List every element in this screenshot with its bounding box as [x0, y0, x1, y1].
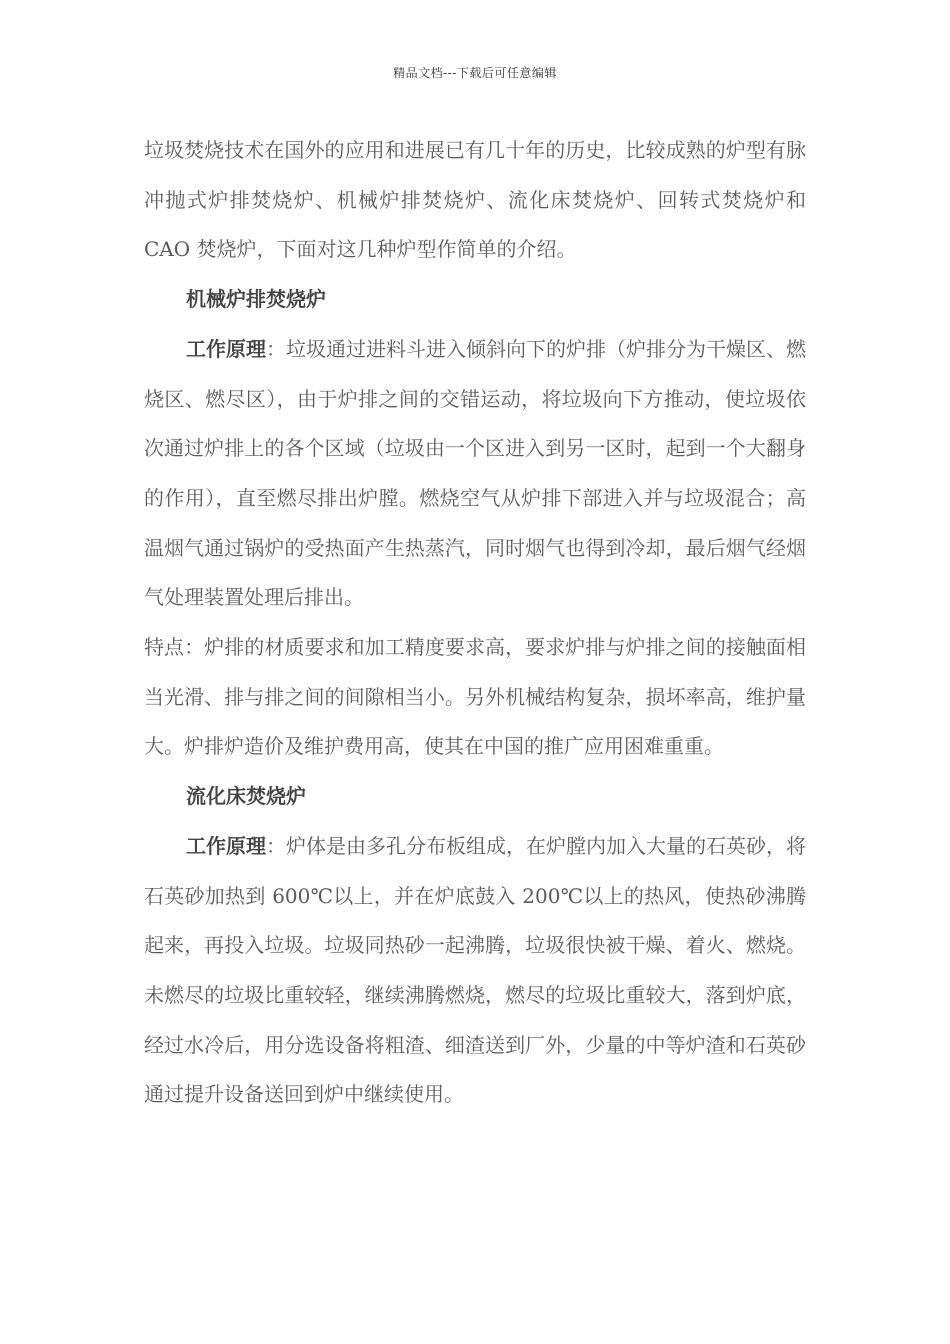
principle-text: ：垃圾通过进料斗进入倾斜向下的炉排（炉排分为干燥区、燃烧区、燃尽区），由于炉排之间的交错运动，将垃圾向下方推动，使垃圾依次通过炉排上的各个区域（垃圾由一个区进入到另一区时，起到一个大翻身的作用），直至燃尽排出炉膛。燃烧空气从炉排下部进入并与垃圾混合；高温烟气通过锅炉的受热面产生热蒸汽，同时烟气也得到冷却，最后烟气经烟气处理装置处理后排出。 — [144, 336, 806, 610]
principle-label: 工作原理 — [186, 336, 266, 361]
principle-paragraph-fluidized-bed — [144, 822, 806, 1120]
principle-label: 工作原理 — [186, 833, 266, 858]
intro-paragraph: 垃圾焚烧技术在国外的应用和进展已有几十年的历史，比较成熟的炉型有脉冲抛式炉排焚烧炉、机械炉排焚烧炉、流化床焚烧炉、回转式焚烧炉和 CAO 焚烧炉，下面对这几种炉型作简单的介绍。 — [144, 138, 806, 262]
page-header: 精品文档---下载后可任意编辑 — [393, 66, 557, 80]
section-title-fluidized-bed: 流化床焚烧炉 — [186, 784, 306, 809]
principle-text: ：炉体是由多孔分布板组成，在炉膛内加入大量的石英砂，将石英砂加热到 600℃以上，并在炉底鼓入 200℃以上的热风，使热砂沸腾起来，再投入垃圾。垃圾同热砂一起沸腾，垃圾很快被干燥、着火、燃烧。未燃尽的垃圾比重较轻，继续沸腾燃烧，燃尽的垃圾比重较大，落到炉底，经过水冷后，用分选设备将粗渣、细渣送到厂外，少量的中等炉渣和石英砂通过提升设备送回到炉中继续使用。 — [144, 833, 806, 1107]
principle-paragraph-mechanical-grate — [144, 325, 806, 623]
section-title-mechanical-grate: 机械炉排焚烧炉 — [186, 287, 326, 312]
feature-paragraph-mechanical-grate: 特点：炉排的材质要求和加工精度要求高，要求炉排与炉排之间的接触面相当光滑、排与排之间的间隙相当小。另外机械结构复杂，损坏率高，维护量大。炉排炉造价及维护费用高，使其在中国的推广应用困难重重。 — [144, 635, 806, 759]
document-body — [144, 126, 806, 1120]
